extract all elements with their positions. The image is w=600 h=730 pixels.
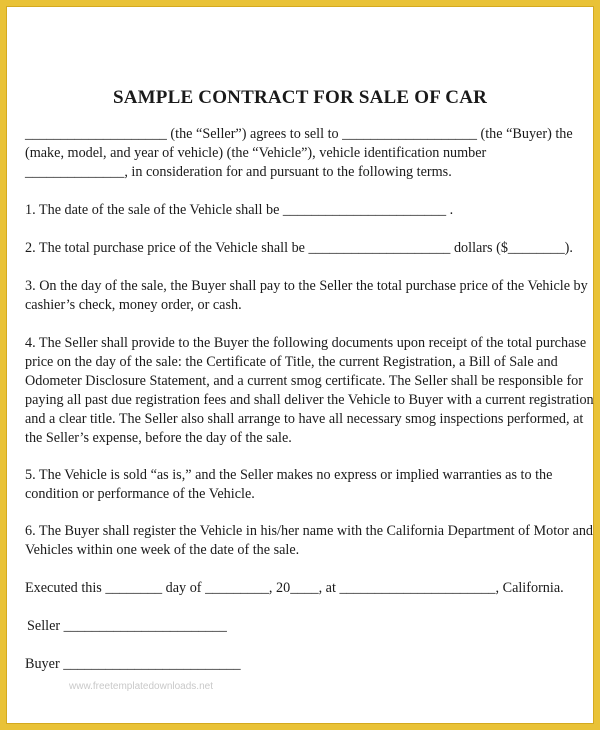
seller-signature-text: Seller _______________________: [27, 618, 227, 634]
document-title: SAMPLE CONTRACT FOR SALE OF CAR: [112, 87, 488, 108]
clause-5: [25, 466, 581, 504]
intro-paragraph: [25, 125, 581, 182]
clause-3-line-2: cashier’s check, money order, or cash.: [25, 297, 242, 313]
buyer-signature-line: [25, 655, 581, 674]
clause-1-line-1: 1. The date of the sale of the Vehicle shall be _______________________ .: [25, 202, 454, 218]
clause-2-line-1: 2. The total purchase price of the Vehicle shall be ____________________ dollars ($________).: [25, 240, 573, 256]
clause-1: [25, 201, 581, 220]
clause-6: [25, 522, 594, 560]
seller-signature-line: [27, 617, 583, 636]
clause-6-line-1: 6. The Buyer shall register the Vehicle in his/her name with the California Department of Motor and: [25, 523, 594, 539]
clause-4-line-1: 4. The Seller shall provide to the Buyer the following documents upon receipt of the total purchase: [25, 335, 587, 351]
clause-3-line-1: 3. On the day of the sale, the Buyer shall pay to the Seller the total purchase price of the Vehicle by: [25, 278, 588, 294]
clause-3: [25, 277, 588, 315]
clause-4: [25, 334, 594, 448]
clause-5-line-1: 5. The Vehicle is sold “as is,” and the Seller makes no express or implied warranties as to the: [25, 467, 553, 483]
execution-line: [25, 579, 581, 598]
clause-4-line-3: Odometer Disclosure Statement, and a current smog certificate. The Seller shall be responsible for: [25, 373, 583, 389]
clause-4-line-6: the Seller’s expense, before the day of the sale.: [25, 430, 292, 446]
buyer-signature-text: Buyer _________________________: [25, 656, 241, 672]
contract-page: [6, 6, 594, 724]
clause-2: [25, 239, 581, 258]
intro-line-3: ______________, in consideration for and pursuant to the following terms.: [25, 164, 452, 180]
clause-4-line-4: paying all past due registration fees and shall deliver the Vehicle to Buyer with a current registration: [25, 392, 594, 408]
clause-4-line-5: and a clear title. The Seller also shall arrange to have all necessary smog inspections performed, at: [25, 411, 584, 427]
clause-5-line-2: condition or performance of the Vehicle.: [25, 486, 255, 502]
execution-text: Executed this ________ day of _________, 20____, at ______________________, California.: [25, 580, 564, 596]
clause-6-line-2: Vehicles within one week of the date of the sale.: [25, 542, 300, 558]
intro-line-1: ____________________ (the “Seller”) agrees to sell to ___________________ (the “Buyer) the: [25, 126, 573, 142]
clause-4-line-2: price on the day of the sale: the Certificate of Title, the current Registration, a Bill of Sale and: [25, 354, 558, 370]
watermark-text: www.freetemplatedownloads.net: [69, 681, 213, 692]
intro-line-2: (make, model, and year of vehicle) (the “Vehicle”), vehicle identification number: [25, 145, 487, 161]
